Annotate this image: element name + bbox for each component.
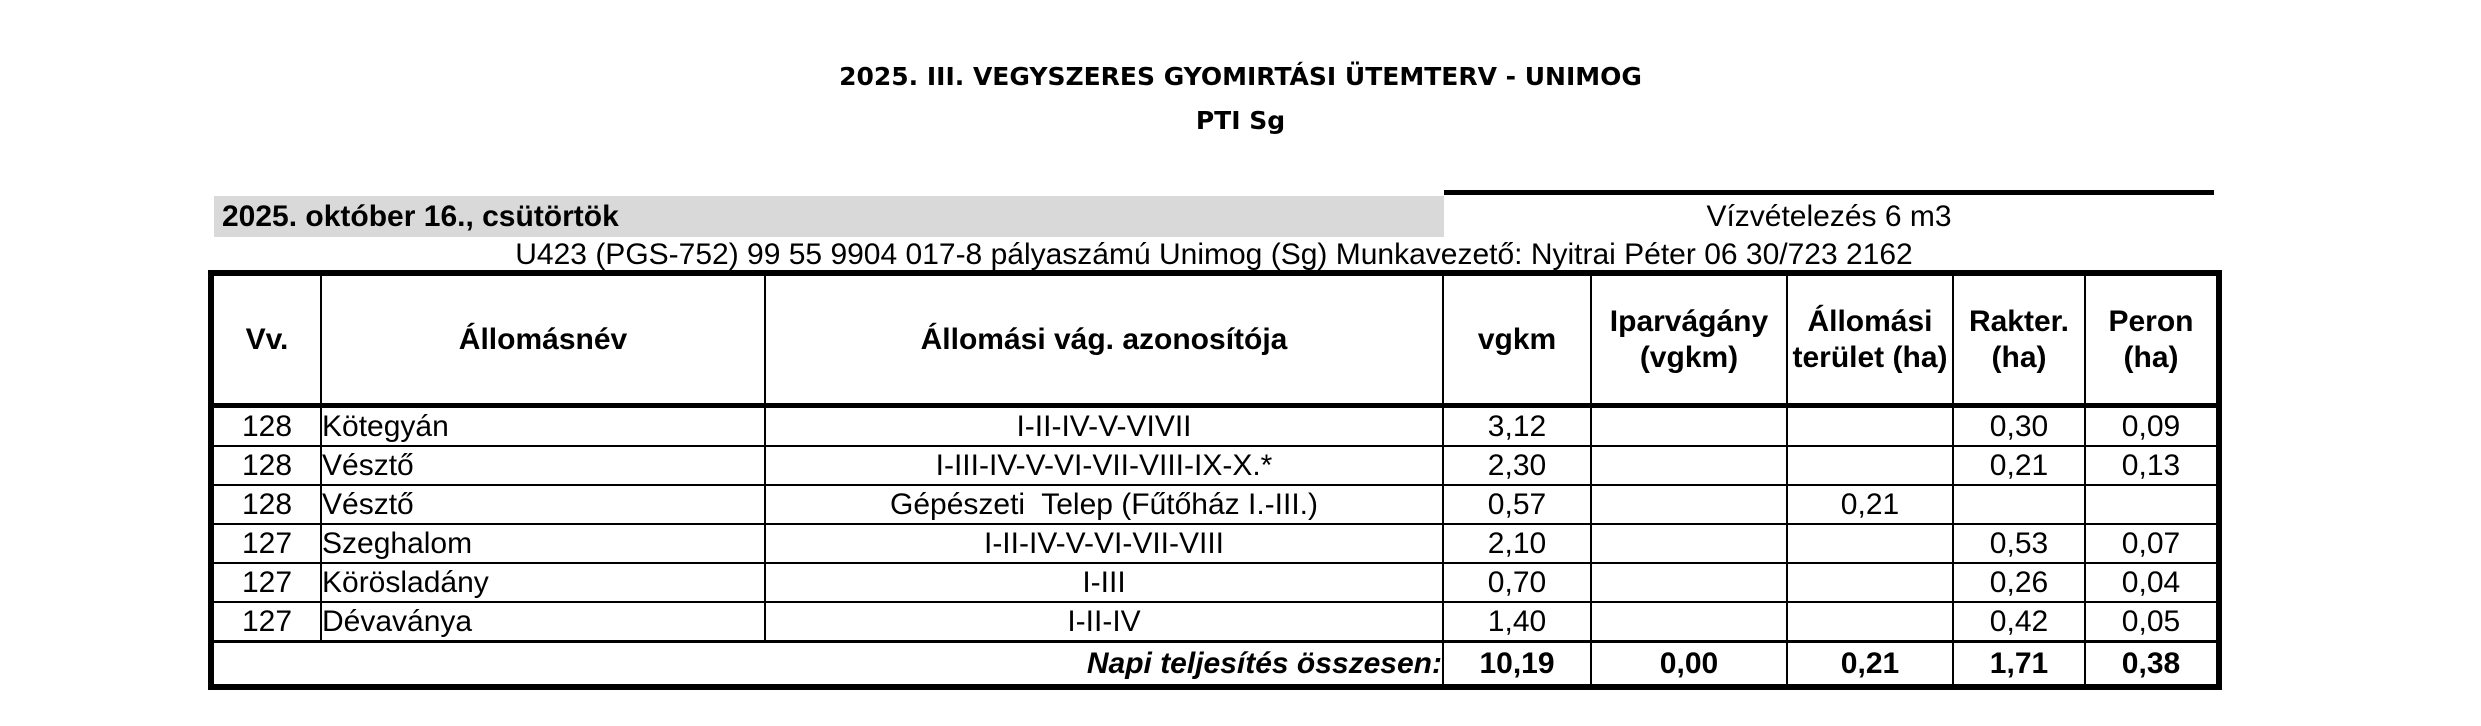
total-iparvagany: 0,00 [1591, 642, 1787, 686]
cell-rakter: 0,53 [1953, 524, 2085, 563]
cell-peron [2085, 485, 2217, 524]
cell-allomasi-terulet [1787, 406, 1953, 447]
cell-track-id: I-III [765, 563, 1443, 602]
cell-iparvagany [1591, 485, 1787, 524]
cell-vv: 127 [213, 524, 321, 563]
table-row [213, 485, 2217, 524]
cell-track-id: Gépészeti Telep (Fűtőház I.-III.) [765, 485, 1443, 524]
total-rakter: 1,71 [1953, 642, 2085, 686]
cell-vgkm: 2,10 [1443, 524, 1591, 563]
cell-rakter: 0,42 [1953, 602, 2085, 642]
totals-label: Napi teljesítés összesen: [213, 642, 1443, 686]
cell-allomasi-terulet [1787, 602, 1953, 642]
cell-vgkm: 3,12 [1443, 406, 1591, 447]
cell-iparvagany [1591, 563, 1787, 602]
header-station: Állomásnév [321, 275, 765, 406]
totals-row [213, 642, 2217, 686]
water-top-rule [1444, 190, 2214, 195]
cell-peron: 0,09 [2085, 406, 2217, 447]
cell-station: Kötegyán [321, 406, 765, 447]
header-row [213, 275, 2217, 406]
header-vgkm: vgkm [1443, 275, 1591, 406]
cell-vv: 127 [213, 563, 321, 602]
cell-vgkm: 1,40 [1443, 602, 1591, 642]
cell-rakter: 0,30 [1953, 406, 2085, 447]
cell-peron: 0,13 [2085, 446, 2217, 485]
cell-vgkm: 0,70 [1443, 563, 1591, 602]
cell-vv: 128 [213, 446, 321, 485]
cell-iparvagany [1591, 524, 1787, 563]
cell-rakter [1953, 485, 2085, 524]
cell-track-id: I-III-IV-V-VI-VII-VIII-IX-X.* [765, 446, 1443, 485]
cell-vgkm: 0,57 [1443, 485, 1591, 524]
header-vv: Vv. [213, 275, 321, 406]
cell-rakter: 0,21 [1953, 446, 2085, 485]
cell-vgkm: 2,30 [1443, 446, 1591, 485]
cell-allomasi-terulet: 0,21 [1787, 485, 1953, 524]
cell-iparvagany [1591, 602, 1787, 642]
header-iparvagany: Iparvágány (vgkm) [1591, 275, 1787, 406]
date-cell: 2025. október 16., csütörtök [214, 196, 1444, 237]
cell-track-id: I-II-IV-V-VI-VII-VIII [765, 524, 1443, 563]
cell-peron: 0,05 [2085, 602, 2217, 642]
cell-station: Körösladány [321, 563, 765, 602]
cell-track-id: I-II-IV [765, 602, 1443, 642]
cell-iparvagany [1591, 406, 1787, 447]
cell-vv: 128 [213, 485, 321, 524]
cell-allomasi-terulet [1787, 563, 1953, 602]
table-row [213, 446, 2217, 485]
cell-vv: 128 [213, 406, 321, 447]
total-peron: 0,38 [2085, 642, 2217, 686]
cell-station: Dévaványa [321, 602, 765, 642]
cell-track-id: I-II-IV-V-VIVII [765, 406, 1443, 447]
cell-peron: 0,07 [2085, 524, 2217, 563]
header-allomasi-terulet: Állomási terület (ha) [1787, 275, 1953, 406]
water-intake: Vízvételezés 6 m3 [1706, 200, 1952, 233]
document-title: 2025. III. VEGYSZERES GYOMIRTÁSI ÜTEMTERV - UNIMOG [839, 62, 1642, 91]
table-row [213, 602, 2217, 642]
header-track-id: Állomási vág. azonosítója [765, 275, 1443, 406]
total-allomasi-terulet: 0,21 [1787, 642, 1953, 686]
header-peron: Peron (ha) [2085, 275, 2217, 406]
table-row [213, 406, 2217, 447]
total-vgkm: 10,19 [1443, 642, 1591, 686]
header-rakter: Rakter. (ha) [1953, 275, 2085, 406]
table-row [213, 524, 2217, 563]
cell-station: Szeghalom [321, 524, 765, 563]
table-row [213, 563, 2217, 602]
cell-allomasi-terulet [1787, 446, 1953, 485]
cell-peron: 0,04 [2085, 563, 2217, 602]
cell-iparvagany [1591, 446, 1787, 485]
cell-vv: 127 [213, 602, 321, 642]
cell-station: Vésztő [321, 446, 765, 485]
cell-rakter: 0,26 [1953, 563, 2085, 602]
cell-station: Vésztő [321, 485, 765, 524]
schedule-table [212, 274, 2218, 686]
cell-allomasi-terulet [1787, 524, 1953, 563]
vehicle-info: U423 (PGS-752) 99 55 9904 017-8 pályaszámú Unimog (Sg) Munkavezető: Nyitrai Péter 06 30/723 2162 [515, 238, 1913, 271]
document-subtitle: PTI Sg [1195, 106, 1286, 135]
